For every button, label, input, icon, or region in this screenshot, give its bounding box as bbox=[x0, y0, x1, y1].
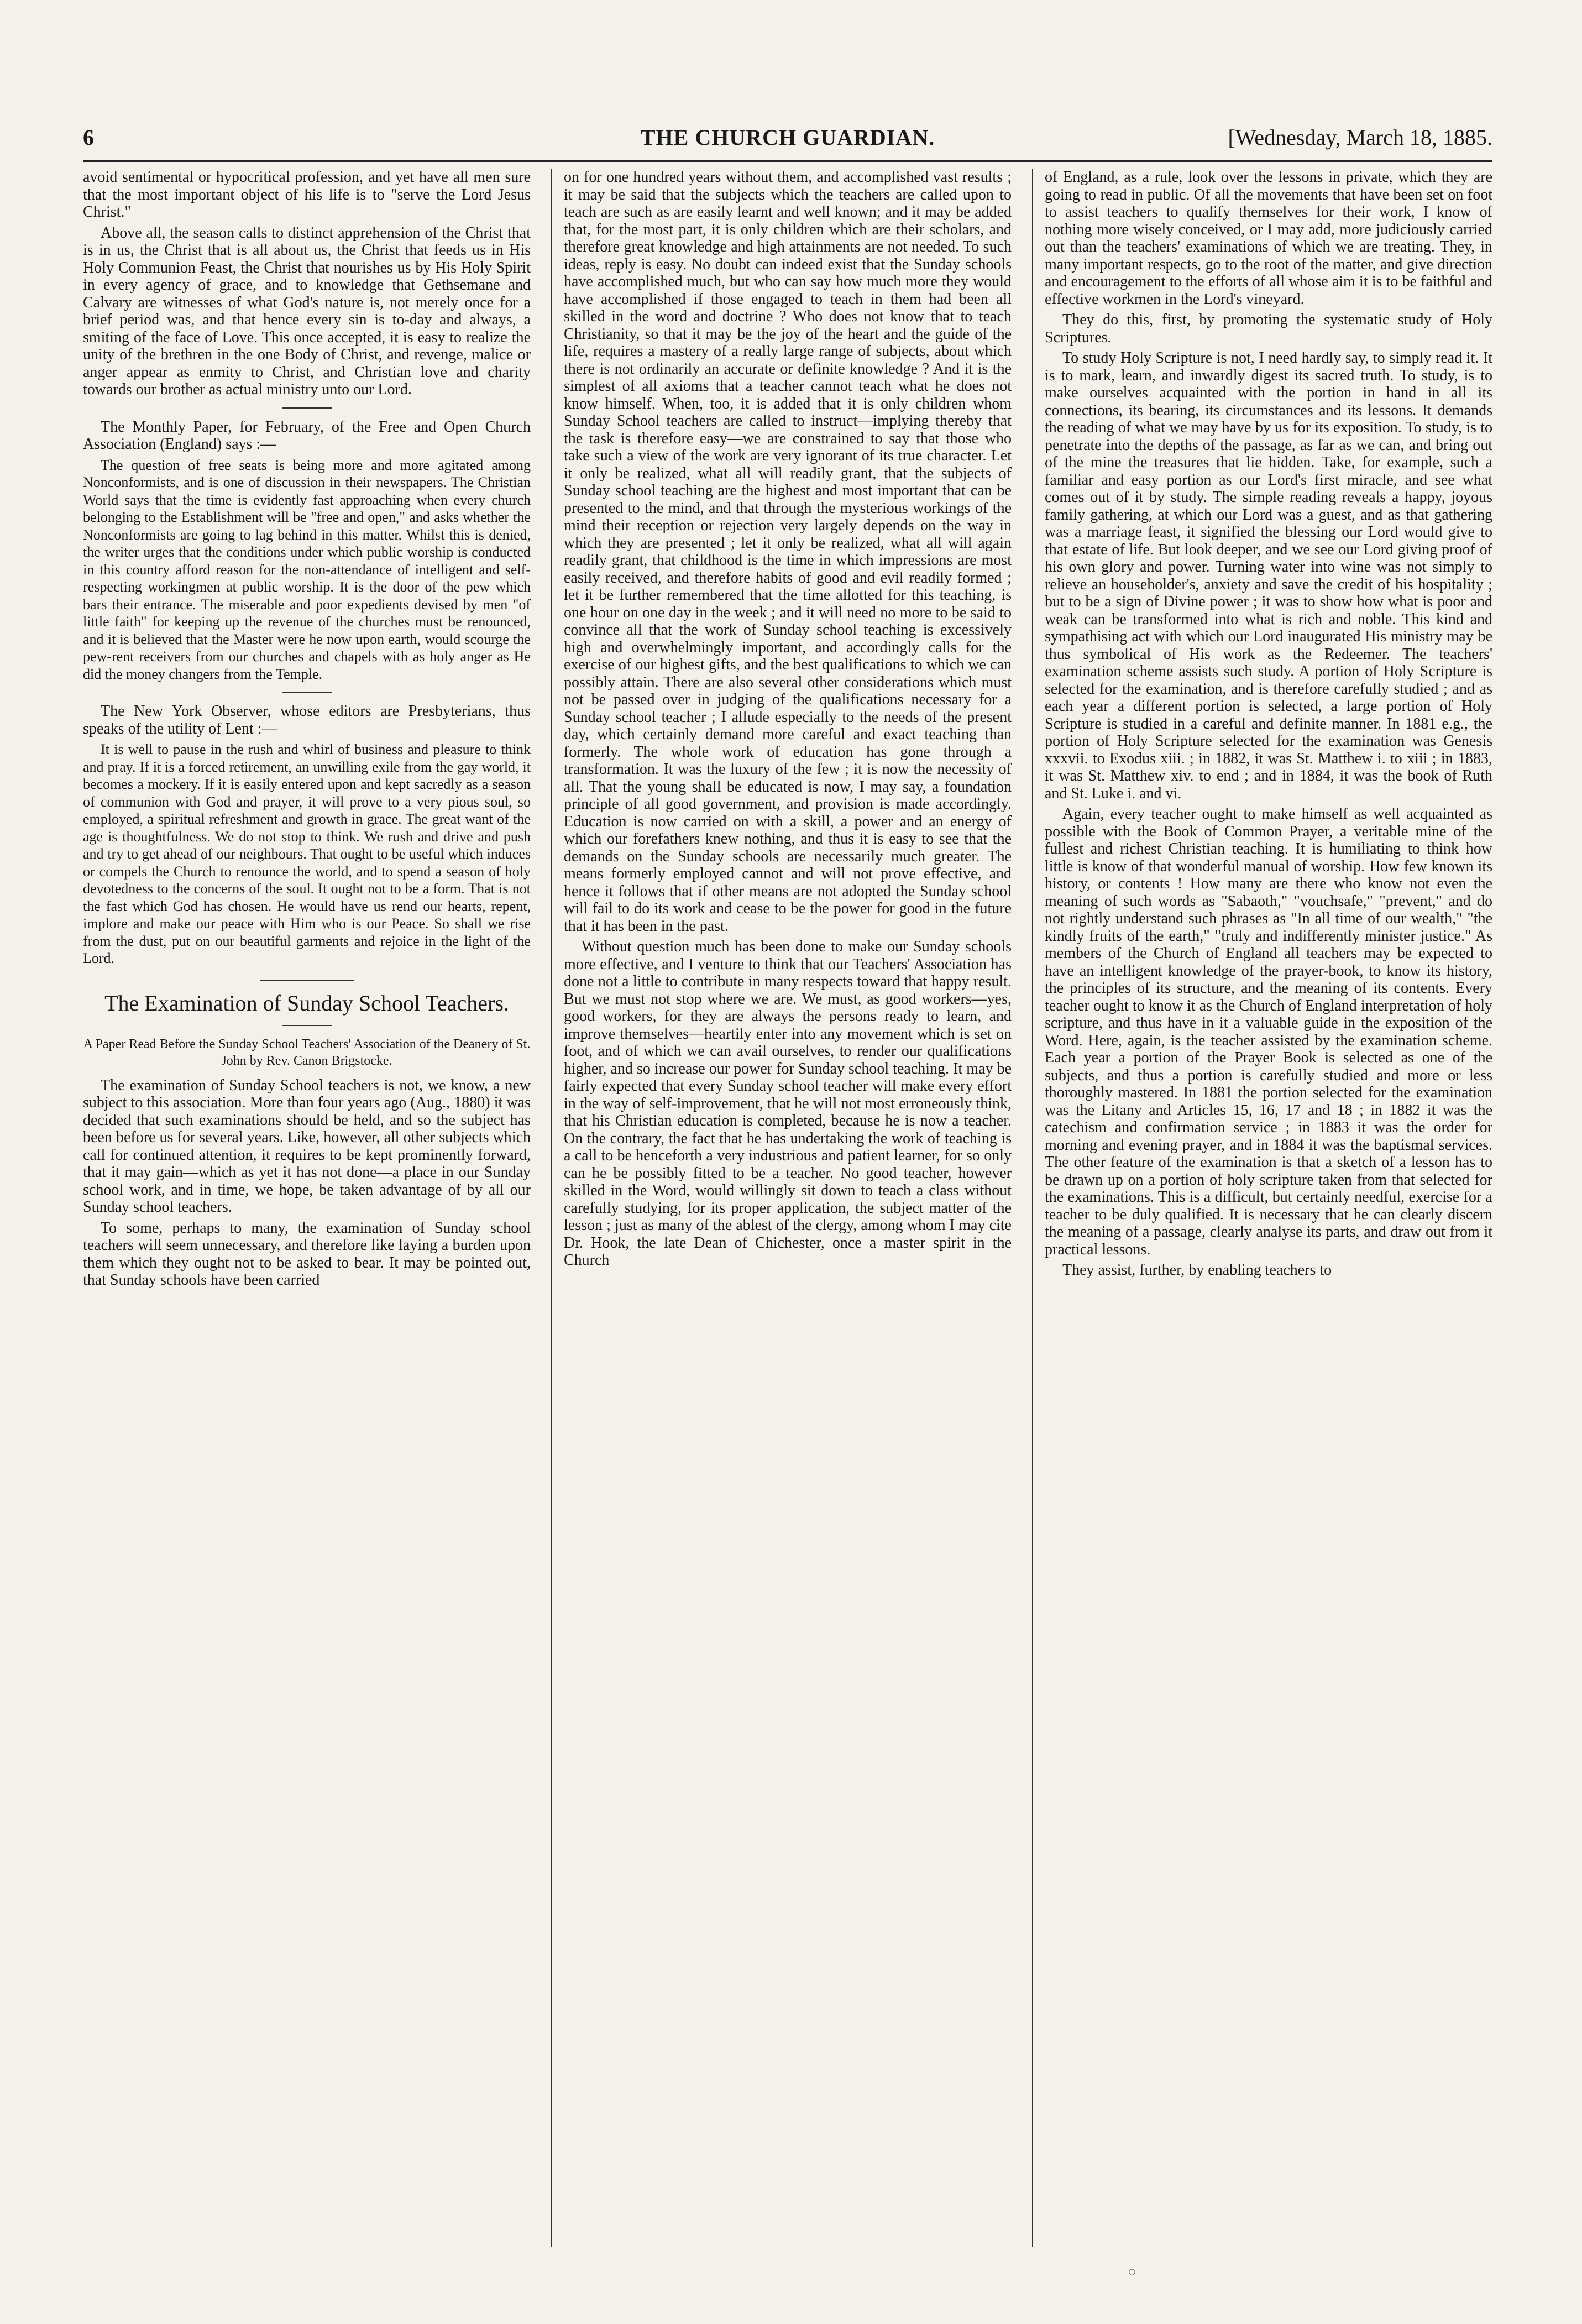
masthead: THE CHURCH GUARDIAN. bbox=[640, 125, 935, 150]
paragraph: The examination of Sunday School teachers is not, we know, a new subject to this association. More than four years ago (Aug., 1880) it was decided that such examinations should be held, and so the subject has been before us for several years. Like, however, all other subjects which call for continued attention, it requires to be kept prominently forward, that it may gain—which as yet it has not done—a place in our Sunday school work, and in time, we hope, be taken advantage of by all our Sunday school teachers. bbox=[83, 1076, 531, 1216]
page-header bbox=[83, 124, 1492, 158]
column-3 bbox=[1045, 169, 1492, 2253]
paragraph: of England, as a rule, look over the lessons in private, which they are going to read in public. Of all the movements that have been set on foot to assist teachers to qualify themselves for their work, I know of nothing more wisely conceived, or I may add, more judiciously carried out than the teachers' examinations of which we are treating. They, in many important respects, go to the root of the matter, and give direction and encouragement to the efforts of all whose aim it is to be faithful and effective workmen in the Lord's vineyard. bbox=[1045, 169, 1492, 308]
paragraph: They assist, further, by enabling teachers to bbox=[1062, 1262, 1332, 1279]
paragraph: To study Holy Scripture is not, I need hardly say, to simply read it. It is to mark, learn, and inwardly digest its sacred truth. To study, is to make ourselves acquainted with the portion in hand in all its connections, its bearing, its circumstances and its lessons. It demands the reading of what we may have by us for its exposition. To study, is to penetrate into the depths of the passage, as far as we can, and bring out of the mine the treasures that lie hidden. Take, for example, such a familiar and easy portion as our Lord's first miracle, and see what comes out of it by study. The simple reading reveals a happy, joyous family gathering, at which our Lord was a guest, and as that gathering was a marriage feast, it signified the blessing our Lord would give to that estate of life. But look deeper, and we see our Lord giving proof of his own glory and power. Turning water into wine was not simply to relieve an householder's, anxiety and save the credit of his hospitality ; but to be a sign of Divine power ; it was to show how what is poor and weak can be transformed into what is rich and noble. This kind and sympathising act with which our Lord inaugurated His ministry may be thus symbolical of His work as the Redeemer. The teachers' examination scheme assists such study. A portion of Holy Scripture is selected for the examination, and is therefore carefully studied ; and as each year a different portion is selected, a large portion of Holy Scripture is studied in a careful and definite manner. In 1881 e.g., the portion of Holy Scripture selected for the examination was Genesis xxxvii. to Exodus xiii. ; in 1882, it was St. Matthew i. to xiii ; in 1883, it was St. Matthew xiv. to end ; and in 1884, it was the book of Ruth and St. Luke i. and vi. bbox=[1045, 349, 1492, 802]
quoted-paragraph: It is well to pause in the rush and whirl of business and pleasure to think and pray. If it is a forced retirement, an unwilling exile from the gay world, it becomes a mockery. If it is easily entered upon and kept sacredly as a season of communion with God and prayer, it will prove to a very pious soul, so employed, a spiritual refreshment and growth in grace. The great want of the age is thoughtfulness. We do not stop to think. We rush and drive and push and try to get ahead of our neighbours. That ought to be useful which induces or compels the Church to renounce the world, and to spend a season of holy devotedness to the concerns of the soul. It ought not to be a form. That is not the fast which God has chosen. He would have us rend our hearts, repent, implore and make our peace with Him who is our Peace. So shall we rise from the dust, put on our beautiful garments and rejoice in the light of the Lord. bbox=[83, 741, 531, 966]
column-rule bbox=[551, 169, 552, 2247]
header-rule bbox=[83, 160, 1492, 162]
page-number: 6 bbox=[83, 125, 94, 150]
paragraph: Again, every teacher ought to make himself as well acquainted as possible with the Book of Common Prayer, a veritable mine of the fullest and richest Christian teaching. It is humiliating to think how little is know of that wonderful manual of worship. How few known its history, or contents ! How many are there who know not even the meaning of such words as "Sabaoth," "vouchsafe," "prevent," and do not rightly understand such phrases as "In all time of our wealth," "the kindly fruits of the earth," "truly and indifferently minister justice." As members of the Church of England all teachers may be expected to have an intelligent knowledge of the prayer-book, to know its history, the principles of its structure, and the meaning of its contents. Every teacher ought to know it as the Church of England interpretation of holy scripture, and thus have in it a valuable guide in the exposition of the Word. Here, again, is the teacher assisted by the examination scheme. Each year a portion of the Prayer Book is selected as one of the subjects, and thus a portion is carefully studied and more or less thoroughly mastered. In 1881 the portion selected for the examination was the Litany and Articles 15, 16, 17 and 18 ; in 1882 it was the catechism and confirmation service ; in 1883 it was the order for morning and evening prayer, and in 1884 it was the baptismal services. The other feature of the examination is that a sketch of a lesson has to be drawn up on a portion of holy scripture taken from that selected for the examinations. This is a difficult, but certainly needful, exercise for a teacher to be duly qualified. It is necessary that he can clearly discern the meaning of a passage, clearly analyse its parts, and draw out from it practical lessons. bbox=[1045, 805, 1492, 1258]
article-title: The Examination of Sunday School Teachers. bbox=[104, 990, 509, 1016]
title-divider bbox=[282, 1025, 332, 1026]
paragraph: To some, perhaps to many, the examination of Sunday school teachers will seem unnecessary, and therefore like laying a burden upon them which they ought not to be asked to bear. It may be pointed out, that Sunday schools have been carried bbox=[83, 1219, 531, 1289]
quoted-paragraph: The question of free seats is being more and more agitated among Nonconformists, and is one of discussion in their newspapers. The Christian World says that the time is evidently fast approaching when every church belonging to the Establishment will be "free and open," and asks whether the Nonconformists are going to lag behind in this matter. Whilst this is denied, the writer urges that the conditions under which public worship is conducted in this country afford reason for the non-attendance of intelligent and self-respecting workingmen at public worship. It is the door of the pew which bars their entrance. The miserable and poor expedients devised by men "of little faith" for keeping up the revenue of the churches must be renounced, and it is believed that the Master were he now upon earth, would scourge the pew-rent receivers from our churches and chapels with as holy anger as He did the money changers from the Temple. bbox=[83, 457, 531, 682]
column-rule bbox=[1032, 169, 1033, 2247]
article-byline: A Paper Read Before the Sunday School Teachers' Association of the Deanery of St. John by Rev. Canon Brigstocke. bbox=[83, 1037, 531, 1068]
column-2 bbox=[564, 169, 1012, 2253]
paragraph: Without question much has been done to make our Sunday schools more effective, and I venture to think that our Teachers' Association has done not a little to contribute in many respects toward that happy result. But we must not stop where we are. We must, as good workers—yes, good workers, for they are always the persons ready to learn, and improve themselves—heartily enter into any movement which is set on foot, and of which we can avail ourselves, to render our qualifications higher, and so increase our power for Sunday school teaching. It may be fairly expected that every Sunday school teacher will make every effort in the way of self-improvement, that he will not most erroneously think, that his Christian education is completed, because he is now a teacher. On the contrary, the fact that he has undertaking the work of teaching is a call to be henceforth a very industrious and patient learner, for so only can he be possibly fitted to be a teacher. No good teacher, however skilled in the Word, would willingly sit down to teach a class without carefully studying, for its proper application, the subject matter of the lesson ; just as many of the ablest of the clergy, among whom I may cite Dr. Hook, the late Dean of Chichester, once a master spirit in the Church bbox=[564, 938, 1012, 1269]
issue-date: [Wednesday, March 18, 1885. bbox=[1228, 125, 1492, 150]
paragraph: Above all, the season calls to distinct apprehension of the Christ that is in us, the Christ that is all about us, the Christ that feeds us in His Holy Communion Feast, the Christ that nourishes us by His Holy Spirit in every agency of grace, and to knowledge that Gethsemane and Calvary are witnesses of what God's nature is, not merely once for a brief period was, and that hence every sin is to-day and always, a smiting of the face of Love. This once accepted, it is easy to realize the unity of the brethren in the one Body of Christ, and revenge, malice or anger appear as enmity to Christ, and Christian love and charity towards our brother as actual ministry unto our Lord. bbox=[83, 224, 531, 398]
section-divider bbox=[282, 692, 332, 693]
paragraph: The New York Observer, whose editors are Presbyterians, thus speaks of the utility of Lent :— bbox=[83, 703, 531, 737]
column-1 bbox=[83, 169, 531, 2253]
paragraph: The Monthly Paper, for February, of the Free and Open Church Association (England) says :— bbox=[83, 418, 531, 453]
section-divider bbox=[260, 980, 354, 981]
section-divider bbox=[282, 407, 332, 409]
ornament-icon: ○ bbox=[1128, 2264, 1136, 2280]
paragraph: They do this, first, by promoting the systematic study of Holy Scriptures. bbox=[1045, 311, 1492, 346]
paragraph: avoid sentimental or hypocritical profession, and yet have all men sure that the most important object of his life is to "serve the Lord Jesus Christ." bbox=[83, 169, 531, 221]
paragraph: on for one hundred years without them, and accomplished vast results ; it may be said that the subjects which the teachers are called upon to teach are such as are easily learnt and well known; and it may be added that, for the most part, it is only children which are their scholars, and therefore great knowledge and high attainments are not needed. To such ideas, reply is easy. No doubt can indeed exist that the Sunday schools have accomplished much, but who can say how much more they would have accomplished if those engaged to teach in them had been all skilled in the word and doctrine ? Who does not know that to teach Christianity, so that it may be the joy of the heart and the guide of the life, requires a mastery of a really large range of subjects, about which there is not ordinarily an accurate or definite knowledge ? And it is the simplest of all axioms that a teacher cannot teach what he does not know himself. When, too, it is added that it is only children whom Sunday School teachers are called to instruct—implying thereby that the task is therefore easy—we are constrained to say that those who take such a view of the work are very ignorant of its true character. Let it only be realized, what all will readily grant, that the subjects of Sunday school teaching are the highest and most important that can be presented to the mind, and that through the mysterious workings of the mind their reception or rejection very largely depends on the way in which they are presented ; let it only be realized, what all will again readily grant, that childhood is the time in which impressions are most easily received, and therefore habits of good and evil readily formed ; let it be further remembered that the time allotted for this teaching, is one hour on one day in the week ; and it will need no more to be said to convince all that the work of Sunday school teaching is excessively high and overwhelmingly important, and accordingly calls for the exercise of our highest gifts, and the best qualifications to which we can possibly attain. There are also several other considerations which must not be passed over in judging of the qualifications necessary for a Sunday school teacher ; I allude especially to the needs of the present day, which certainly demand more careful and exact teaching than formerly. The whole work of education has gone through a transformation. It was the luxury of the few ; it is now the necessity of all. That the young shall be educated is now, I may say, a foundation principle of all good government, and provision is made accordingly. Education is now carried on with a skill, a power and an energy of which our forefathers knew nothing, and thus it is easy to see that the demands on the Sunday schools are necessarily much greater. The means formerly employed cannot and will not prove effective, and hence it follows that if other means are not adopted the Sunday school will fail to do its work and cease to be the power for good in the future that it has been in the past. bbox=[564, 169, 1012, 935]
